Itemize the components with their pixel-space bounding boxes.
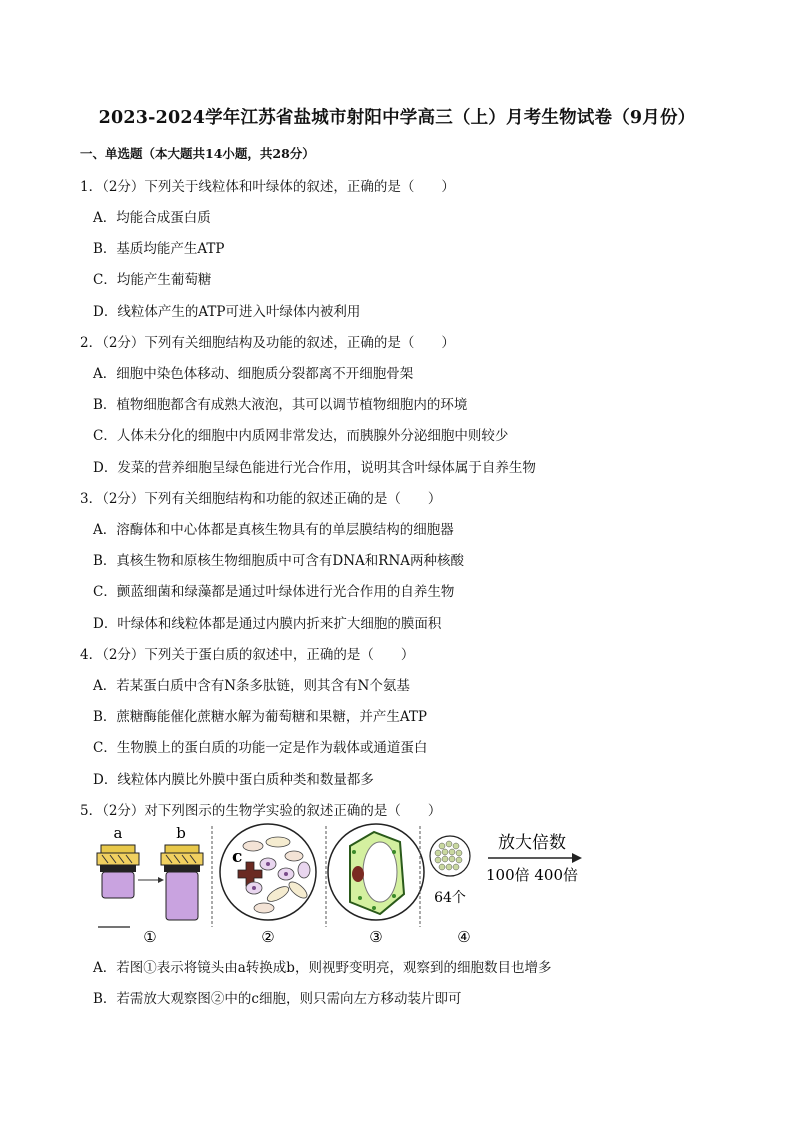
cell-count-label: 64个 <box>434 890 466 906</box>
magnification-title: 放大倍数 <box>498 833 566 853</box>
lens-panel <box>97 824 212 946</box>
page-title: 2023-2024学年江苏省盐城市射阳中学高三（上）月考生物试卷（9月份） <box>98 108 696 128</box>
question-4-option-d: D．线粒体内膜比外膜中蛋白质种类和数量都多 <box>93 772 374 788</box>
question-5-option-b: B．若需放大观察图②中的c细胞，则只需向左方移动装片即可 <box>93 991 462 1007</box>
question-1-stem: 1．（2分）下列关于线粒体和叶绿体的叙述，正确的是（ ） <box>80 179 455 195</box>
question-5-option-a: A．若图①表示将镜头由a转换成b，则视野变明亮，观察到的细胞数目也增多 <box>93 960 552 976</box>
question-3-stem: 3．（2分）下列有关细胞结构和功能的叙述正确的是（ ） <box>80 491 442 507</box>
question-3-option-d: D．叶绿体和线粒体都是通过内膜内折来扩大细胞的膜面积 <box>93 616 442 632</box>
question-2-option-c: C．人体未分化的细胞中内质网非常发达，而胰腺外分泌细胞中则较少 <box>93 428 509 444</box>
magnification-panel <box>430 833 582 946</box>
panel-number-1: ① <box>143 928 157 946</box>
question-1-option-d: D．线粒体产生的ATP可进入叶绿体内被利用 <box>93 304 361 320</box>
question-4-option-c: C．生物膜上的蛋白质的功能一定是作为载体或通道蛋白 <box>93 740 428 756</box>
panel-number-3: ③ <box>369 928 383 946</box>
question-4-stem: 4．（2分）下列关于蛋白质的叙述中，正确的是（ ） <box>80 647 415 663</box>
question-1-option-c: C．均能产生葡萄糖 <box>93 272 212 288</box>
question-3-option-b: B．真核生物和原核生物细胞质中可含有DNA和RNA两种核酸 <box>93 553 465 569</box>
question-3-option-c: C．颤蓝细菌和绿藻都是通过叶绿体进行光合作用的自养生物 <box>93 584 455 600</box>
plant-cell-panel <box>328 824 424 946</box>
question-1-option-b: B．基质均能产生ATP <box>93 241 225 257</box>
cell-label-c: c <box>232 847 243 867</box>
experiment-figure <box>88 822 608 952</box>
question-4-option-b: B．蔗糖酶能催化蔗糖水解为葡萄糖和果糖，并产生ATP <box>93 709 428 725</box>
microscope-field-panel <box>220 824 326 946</box>
question-2-option-d: D．发菜的营养细胞呈绿色能进行光合作用，说明其含叶绿体属于自养生物 <box>93 460 536 476</box>
magnification-values: 100倍 400倍 <box>485 866 579 884</box>
panel-number-4: ④ <box>457 928 471 946</box>
question-4-option-a: A．若某蛋白质中含有N条多肽链，则其含有N个氨基 <box>93 678 410 694</box>
lens-label-a: a <box>113 824 123 842</box>
question-2-option-a: A．细胞中染色体移动、细胞质分裂都离不开细胞骨架 <box>93 366 414 382</box>
question-5-stem: 5．（2分）对下列图示的生物学实验的叙述正确的是（ ） <box>80 803 442 819</box>
question-1-option-a: A．均能合成蛋白质 <box>93 210 211 226</box>
question-2-stem: 2．（2分）下列有关细胞结构及功能的叙述，正确的是（ ） <box>80 335 455 351</box>
question-2-option-b: B．植物细胞都含有成熟大液泡，其可以调节植物细胞内的环境 <box>93 397 468 413</box>
question-3-option-a: A．溶酶体和中心体都是真核生物具有的单层膜结构的细胞器 <box>93 522 454 538</box>
lens-label-b: b <box>176 824 186 842</box>
section-heading: 一、单选题（本大题共14小题，共28分） <box>80 146 315 161</box>
panel-number-2: ② <box>261 928 275 946</box>
